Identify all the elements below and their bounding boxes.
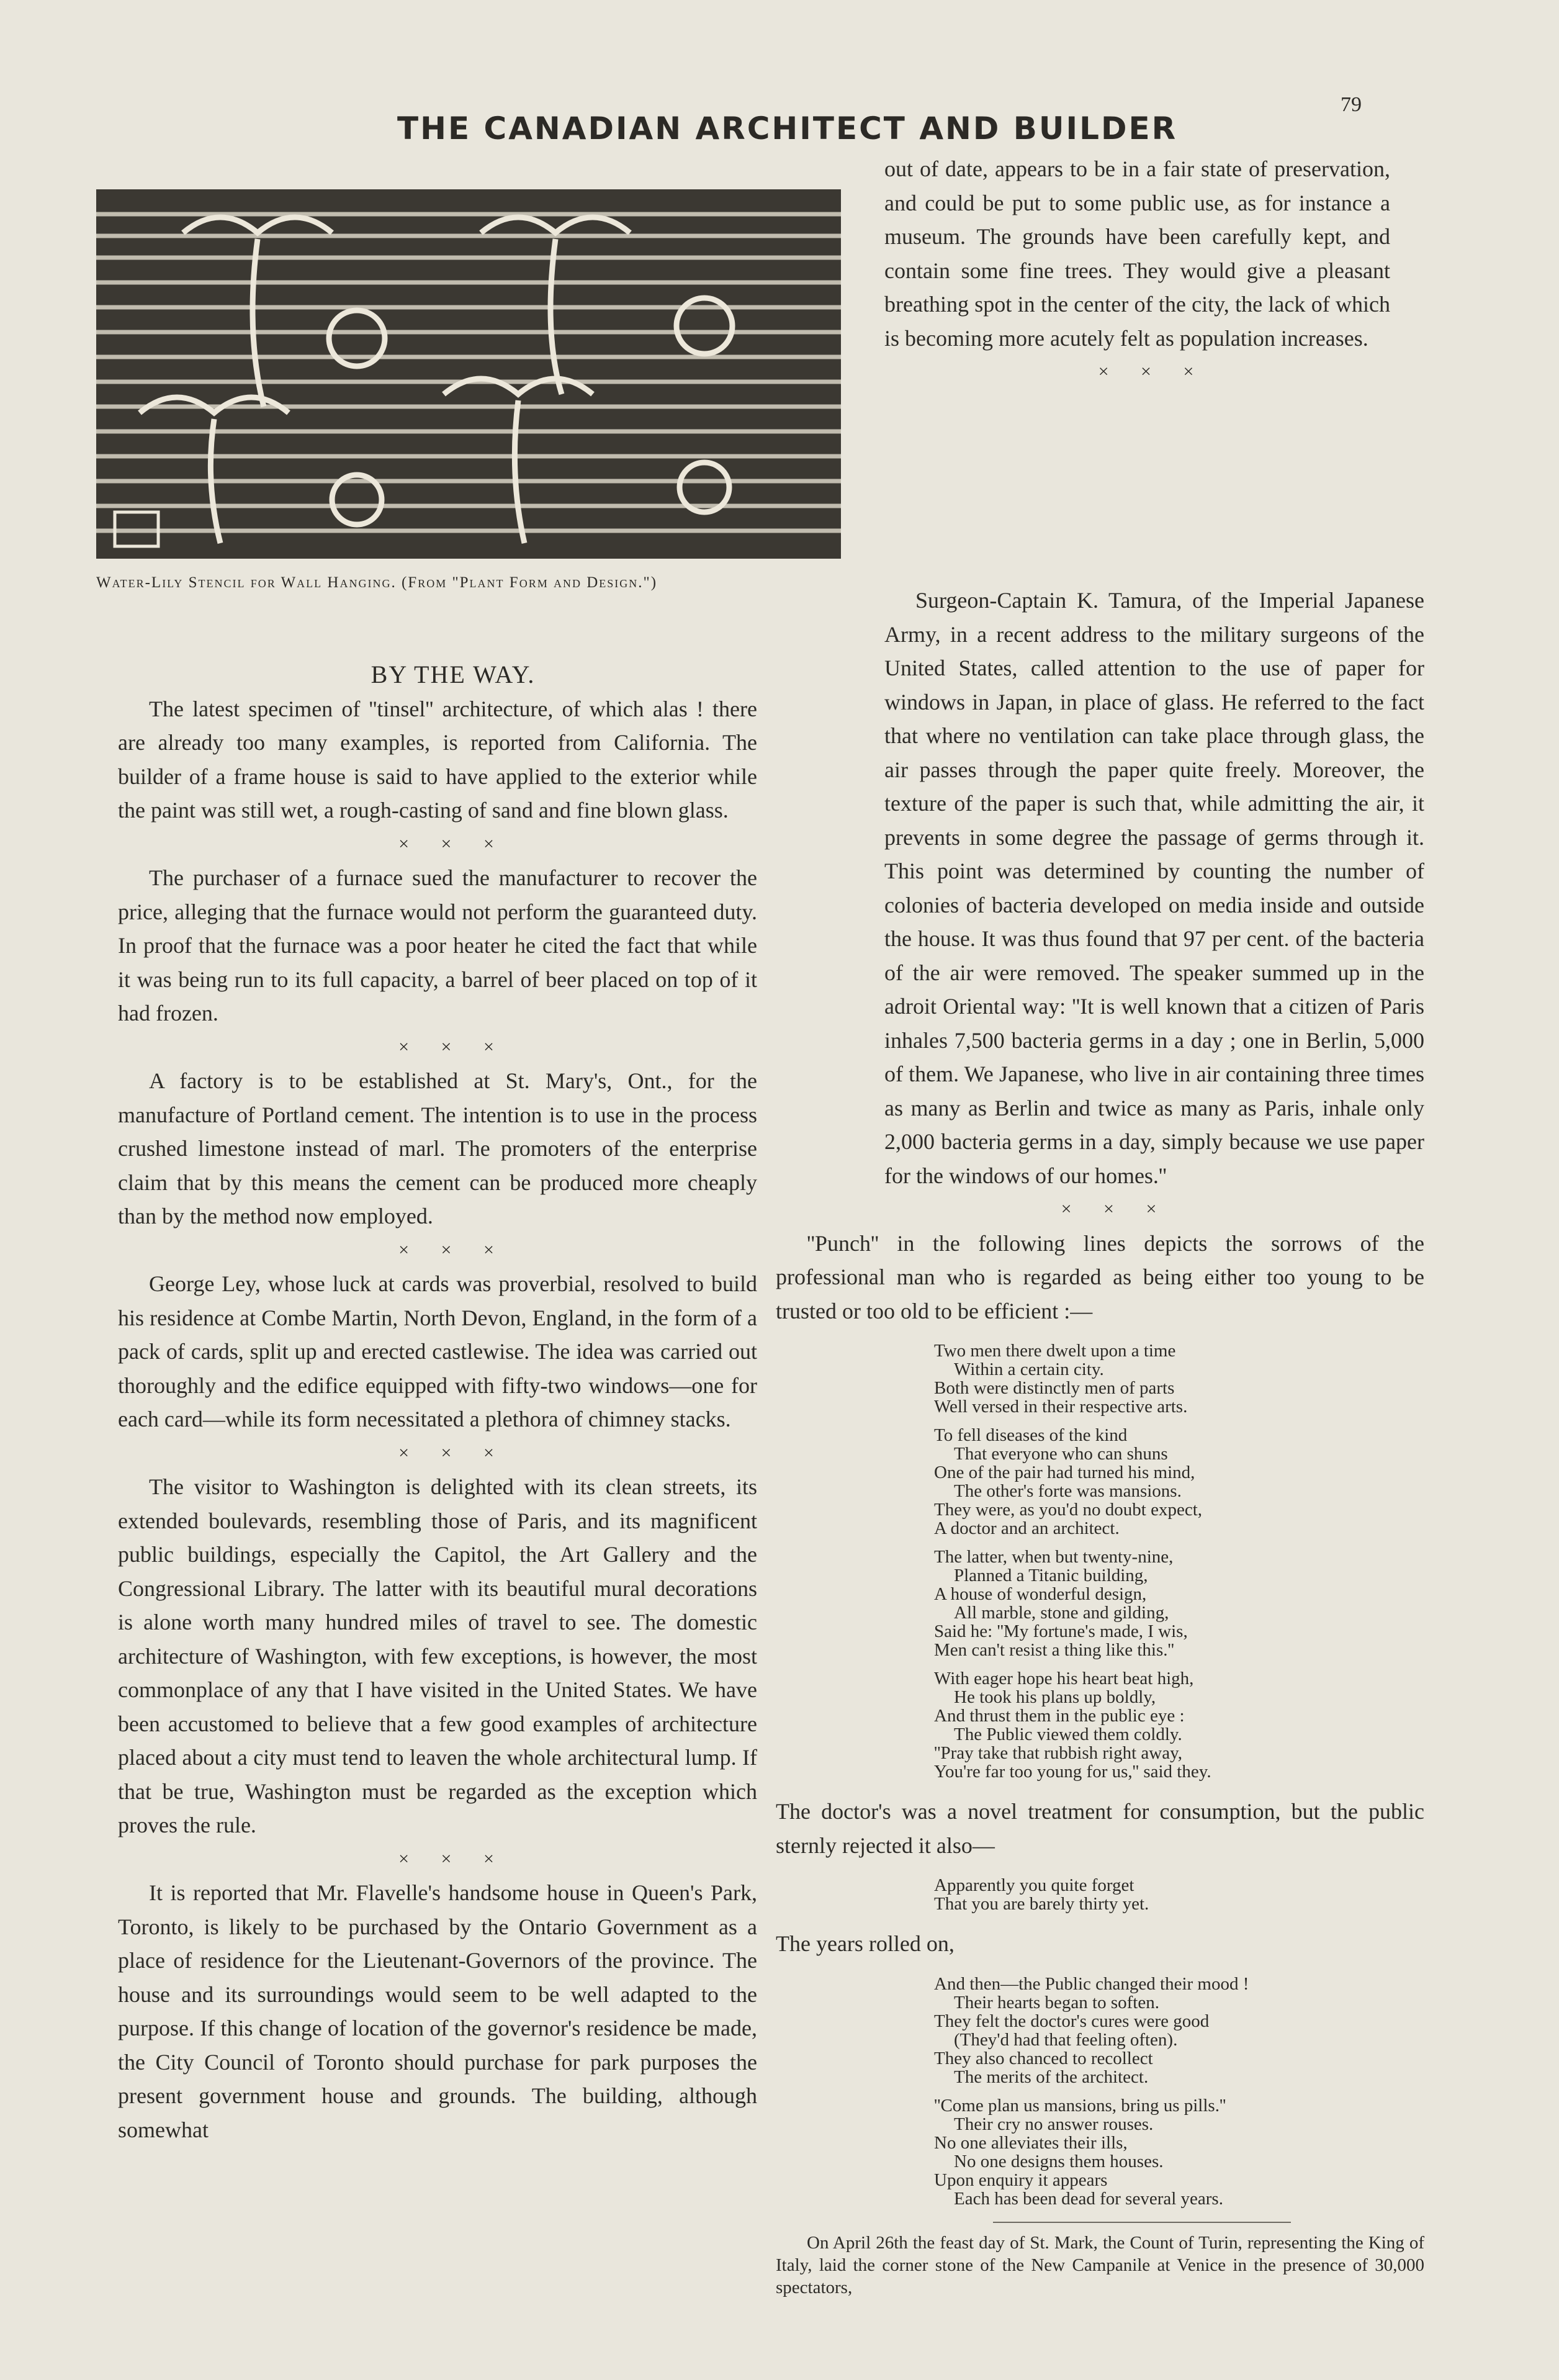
poem-line: The Public viewed them coldly. xyxy=(954,1724,1182,1744)
poem-line: Well versed in their respective arts. xyxy=(934,1397,1188,1417)
poem-line: All marble, stone and gilding, xyxy=(954,1603,1169,1623)
poem-line: Two men there dwelt upon a time xyxy=(934,1341,1176,1361)
poem-line: No one alleviates their ills, xyxy=(934,2132,1128,2153)
poem-line: A doctor and an architect. xyxy=(934,1518,1120,1538)
stencil-artwork xyxy=(96,189,841,559)
poem-line: (They'd had that feeling often). xyxy=(954,2029,1178,2050)
page-number: 79 xyxy=(1341,93,1362,116)
poem-stanza xyxy=(934,1876,1424,1913)
poem-line: A house of wonderful design, xyxy=(934,1584,1147,1604)
poem-line: ''Come plan us mansions, bring us pills.'' xyxy=(934,2095,1226,2116)
section-separator: × × × xyxy=(398,1442,508,1463)
section-separator: × × × xyxy=(1098,361,1208,382)
section-separator: × × × xyxy=(1061,1199,1170,1219)
poem-stanza xyxy=(934,1341,1424,1416)
poem-stanza xyxy=(934,1975,1424,2086)
poem-stanza xyxy=(934,1426,1424,1538)
poem xyxy=(934,1876,1424,1913)
poem-line: They were, as you'd no doubt expect, xyxy=(934,1500,1203,1520)
poem-stanza xyxy=(934,1669,1424,1781)
paragraph: ''Punch'' in the following lines depicts the sorrows of the professional man who is regarded as being either too young to be trusted or too old to be efficient :— xyxy=(776,1230,1424,1323)
section-separator: × × × xyxy=(398,833,508,854)
poem-line: No one designs them houses. xyxy=(954,2151,1164,2171)
poem-line: That you are barely thirty yet. xyxy=(934,1894,1149,1914)
paragraph: out of date, appears to be in a fair state of preservation, and could be put to some public use, as for instance a museum. The grounds have been carefully kept, and contain some fine trees. They would give a pleasant breathing spot in the center of the city, the lack of which is becoming more acutely felt as population increases. xyxy=(884,156,1390,351)
poem-line: Each has been dead for several years. xyxy=(954,2188,1223,2209)
poem-line: He took his plans up boldly, xyxy=(954,1687,1156,1707)
poem-line: The other's forte was mansions. xyxy=(954,1481,1182,1501)
poem-line: Apparently you quite forget xyxy=(934,1875,1134,1895)
paragraph: The latest specimen of ''tinsel'' architecture, of which alas ! there are already too many examples, is reported from California. The builder of a frame house is said to have applied to the exterior while the paint was still wet, a rough-casting of sand and fine blown glass. xyxy=(118,696,757,823)
section-heading: BY THE WAY. xyxy=(371,660,536,688)
poem-line: Within a certain city. xyxy=(954,1359,1104,1379)
paragraph: Surgeon-Captain K. Tamura, of the Imperial Japanese Army, in a recent address to the military surgeons of the United States, called attention to the use of paper for windows in Japan, in place of glass. He referred to the fact that where no ventilation can take place through glass, the air passes through the paper quite freely. Moreover, the texture of the paper is such that, while admitting the air, it prevents in some degree the passage of germs through it. This point was determined by counting the number of colonies of bacteria developed on media inside and outside the house. It was thus found that 97 per cent. of the bacteria of the air were removed. The speaker summed up in the adroit Oriental way: ''It is well known that a citizen of Paris inhales 7,500 bacteria germs in a day ; one in Berlin, 5,000 of them. We Japanese, who live in air containing three times as many as Berlin and twice as many as Paris, inhale only 2,000 bacteria germs in a day, simply because we use paper for the windows of our homes.'' xyxy=(884,588,1424,1188)
poem-line: And then—the Public changed their mood ! xyxy=(934,1973,1249,1994)
poem-line: To fell diseases of the kind xyxy=(934,1425,1128,1445)
poem-line: Their cry no answer rouses. xyxy=(954,2114,1154,2134)
section-separator: × × × xyxy=(398,1036,508,1057)
poem-line: Both were distinctly men of parts xyxy=(934,1378,1175,1398)
section-separator: × × × xyxy=(398,1239,508,1260)
poem xyxy=(934,1975,1424,2208)
paragraph: A factory is to be established at St. Mary's, Ont., for the manufacture of Portland cement. The intention is to use in the process crushed limestone instead of marl. The promoters of the enterprise claim that by this means the cement can be produced more cheaply than by the method now employed. xyxy=(118,1068,757,1228)
poem xyxy=(934,1341,1424,1781)
paragraph: It is reported that Mr. Flavelle's handsome house in Queen's Park, Toronto, is likely to be purchased by the Ontario Government as a place of residence for the Lieutenant-Governors of the province. The house and its surroundings would seem to be well adapted to the purpose. If this change of location of the governor's residence be made, the City Council of Toronto should purchase for park purposes the present government house and grounds. The building, although somewhat xyxy=(118,1880,757,2142)
closing-note: On April 26th the feast day of St. Mark, the Count of Turin, representing the King of Italy, laid the corner stone of the New Campanile at Venice in the presence of 30,000 spectators, xyxy=(776,2232,1424,2297)
paragraph: The purchaser of a furnace sued the manufacturer to recover the price, alleging that the furnace would not perform the guaranteed duty. In proof that the furnace was a poor heater he cited the fact that while it was being run to its full capacity, a barrel of beer placed on top of it had frozen. xyxy=(118,865,757,1025)
poem-stanza xyxy=(934,1548,1424,1659)
poem-line: That everyone who can shuns xyxy=(954,1444,1168,1464)
water-lily-stencil-illustration xyxy=(96,189,841,559)
paragraph: The doctor's was a novel treatment for consumption, but the public sternly rejected it also— xyxy=(776,1799,1424,1858)
poem-line: Said he: ''My fortune's made, I wis, xyxy=(934,1621,1188,1641)
poem-line: Their hearts began to soften. xyxy=(954,1992,1159,2013)
poem-line: Men can't resist a thing like this.'' xyxy=(934,1640,1174,1660)
masthead-title: THE CANADIAN ARCHITECT AND BUILDER xyxy=(397,110,1178,146)
left-column xyxy=(118,658,757,2147)
poem-stanza xyxy=(934,2096,1424,2208)
poem-line: The latter, when but twenty-nine, xyxy=(934,1547,1174,1567)
poem-line: With eager hope his heart beat high, xyxy=(934,1669,1194,1688)
right-column-top xyxy=(884,152,1390,389)
poem-line: You're far too young for us,'' said they. xyxy=(934,1762,1211,1782)
poem-line: They also chanced to recollect xyxy=(934,2048,1153,2068)
poem-line: And thrust them in the public eye : xyxy=(934,1706,1185,1726)
poem-line: ''Pray take that rubbish right away, xyxy=(934,1743,1182,1763)
divider-rule xyxy=(993,2222,1291,2223)
paragraph: The visitor to Washington is delighted with its clean streets, its extended boulevards, resembling those of Paris, and its magnificent public buildings, especially the Capitol, the Art Gallery and the Congressional Library. The latter with its beautiful mural decorations is alone worth many hundred miles of travel to see. The domestic architecture of Washington, with few exceptions, is however, the most commonplace of any that I have visited in the United States. We have been accustomed to believe that a few good examples of architecture placed about a city must tend to leaven the whole architectural lump. If that be true, Washington must be regarded as the exception which proves the rule. xyxy=(118,1474,757,1837)
poem-line: One of the pair had turned his mind, xyxy=(934,1463,1195,1482)
poem-line: The merits of the architect. xyxy=(954,2067,1149,2087)
section-separator: × × × xyxy=(398,1848,508,1869)
right-column xyxy=(776,584,1424,2299)
paragraph: George Ley, whose luck at cards was proverbial, resolved to build his residence at Combe Martin, North Devon, England, in the form of a pack of cards, split up and erected castlewise. The idea was carried out thoroughly and the edifice equipped with fifty-two windows—one for each card—while its form necessitated a plethora of chimney stacks. xyxy=(118,1271,757,1431)
poem-line: Planned a Titanic building, xyxy=(954,1566,1148,1585)
poem-line: Upon enquiry it appears xyxy=(934,2170,1108,2190)
paragraph: The years rolled on, xyxy=(776,1931,955,1956)
poem-line: They felt the doctor's cures were good xyxy=(934,2011,1210,2031)
illustration-caption: Water-Lily Stencil for Wall Hanging. (From "Plant Form and Design.") xyxy=(96,574,658,591)
